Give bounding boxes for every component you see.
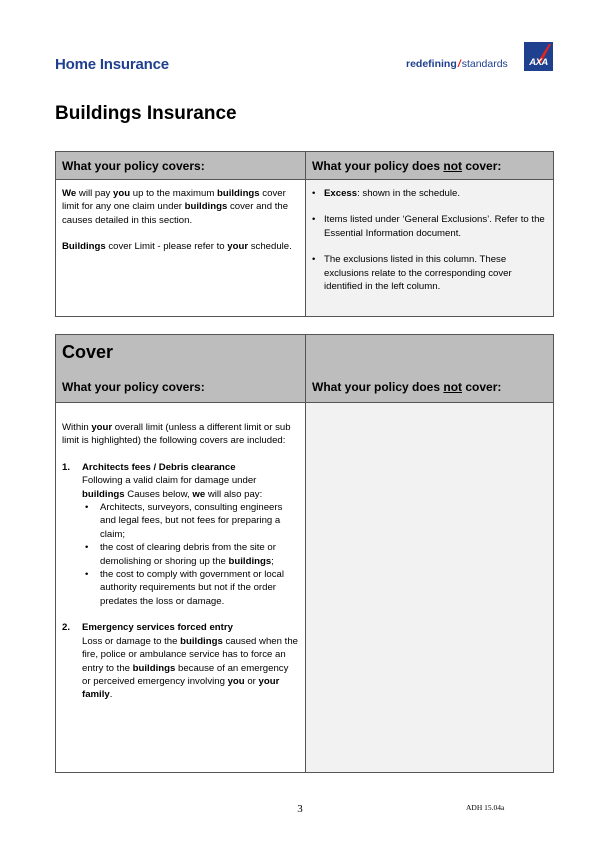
not-covered-header: What your policy does not cover: bbox=[312, 380, 502, 394]
page-number: 3 bbox=[297, 803, 303, 815]
cover-limit-paragraph: We will pay you up to the maximum buildings cover limit for any one claim under buildings cover and the causes detailed in this section. bbox=[62, 188, 289, 226]
bullet-icon: • bbox=[85, 542, 89, 554]
tagline bbox=[406, 58, 508, 70]
logo-text: AXA bbox=[529, 57, 548, 68]
covers-header: What your policy covers: bbox=[62, 380, 205, 394]
list-item: • Architects, surveyors, consulting engineers and legal fees, but not fees for preparing a claim; bbox=[85, 502, 283, 540]
list-item: • the cost of clearing debris from the site or demolishing or shoring up the buildings; bbox=[85, 542, 276, 567]
covers-header: What your policy covers: bbox=[56, 152, 306, 180]
bullet-icon: • bbox=[312, 188, 316, 199]
schedule-paragraph: Buildings cover Limit - please refer to your schedule. bbox=[62, 241, 292, 253]
cover-header bbox=[56, 335, 306, 403]
not-covered-header-cell bbox=[306, 335, 554, 403]
not-covered-body bbox=[306, 403, 554, 773]
architects-list bbox=[62, 501, 299, 608]
not-covered-header: What your policy does not cover: bbox=[306, 152, 554, 180]
not-covered-body bbox=[306, 180, 554, 317]
axa-logo bbox=[524, 42, 553, 71]
intro-paragraph: Within your overall limit (unless a different limit or sub limit is highlighted) the following covers are included: bbox=[62, 422, 291, 447]
bullet-icon: • bbox=[85, 502, 89, 514]
list-item: • Items listed under ‘General Exclusions’. Refer to the Essential Information document. bbox=[312, 214, 545, 239]
list-item: • Excess: shown in the schedule. bbox=[312, 188, 461, 199]
bullet-icon: • bbox=[85, 569, 89, 581]
brand-title: Home Insurance bbox=[55, 56, 169, 73]
list-item: • the cost to comply with government or local authority requirements but not if the order predates the loss or damage. bbox=[85, 569, 284, 607]
document-code: ADH 15.04a bbox=[466, 803, 505, 812]
bullet-icon: • bbox=[312, 254, 316, 266]
tagline-part1: redefining bbox=[406, 58, 457, 70]
item-title-emergency: 2. Emergency services forced entry bbox=[62, 622, 233, 634]
page-title: Buildings Insurance bbox=[55, 103, 237, 124]
tagline-slash: / bbox=[457, 58, 461, 70]
list-item: • The exclusions listed in this column. These exclusions relate to the corresponding cover identified in the left column. bbox=[312, 254, 512, 293]
bullet-icon: • bbox=[312, 214, 316, 226]
item-body-architects: Following a valid claim for damage under buildings Causes below, we will also pay: bbox=[82, 475, 263, 500]
item-title-architects: 1. Architects fees / Debris clearance bbox=[62, 461, 236, 473]
buildings-cover-table bbox=[55, 151, 554, 317]
item-body-emergency: Loss or damage to the buildings caused when the fire, police or ambulance service has to force an entry to the buildings because of an emergency or perceived emergency involving you or your family. bbox=[82, 635, 298, 701]
cover-table bbox=[55, 334, 554, 773]
covers-body bbox=[56, 180, 306, 317]
cover-title: Cover bbox=[62, 342, 114, 362]
cover-body bbox=[56, 403, 306, 773]
tagline-part2: standards bbox=[461, 58, 508, 70]
